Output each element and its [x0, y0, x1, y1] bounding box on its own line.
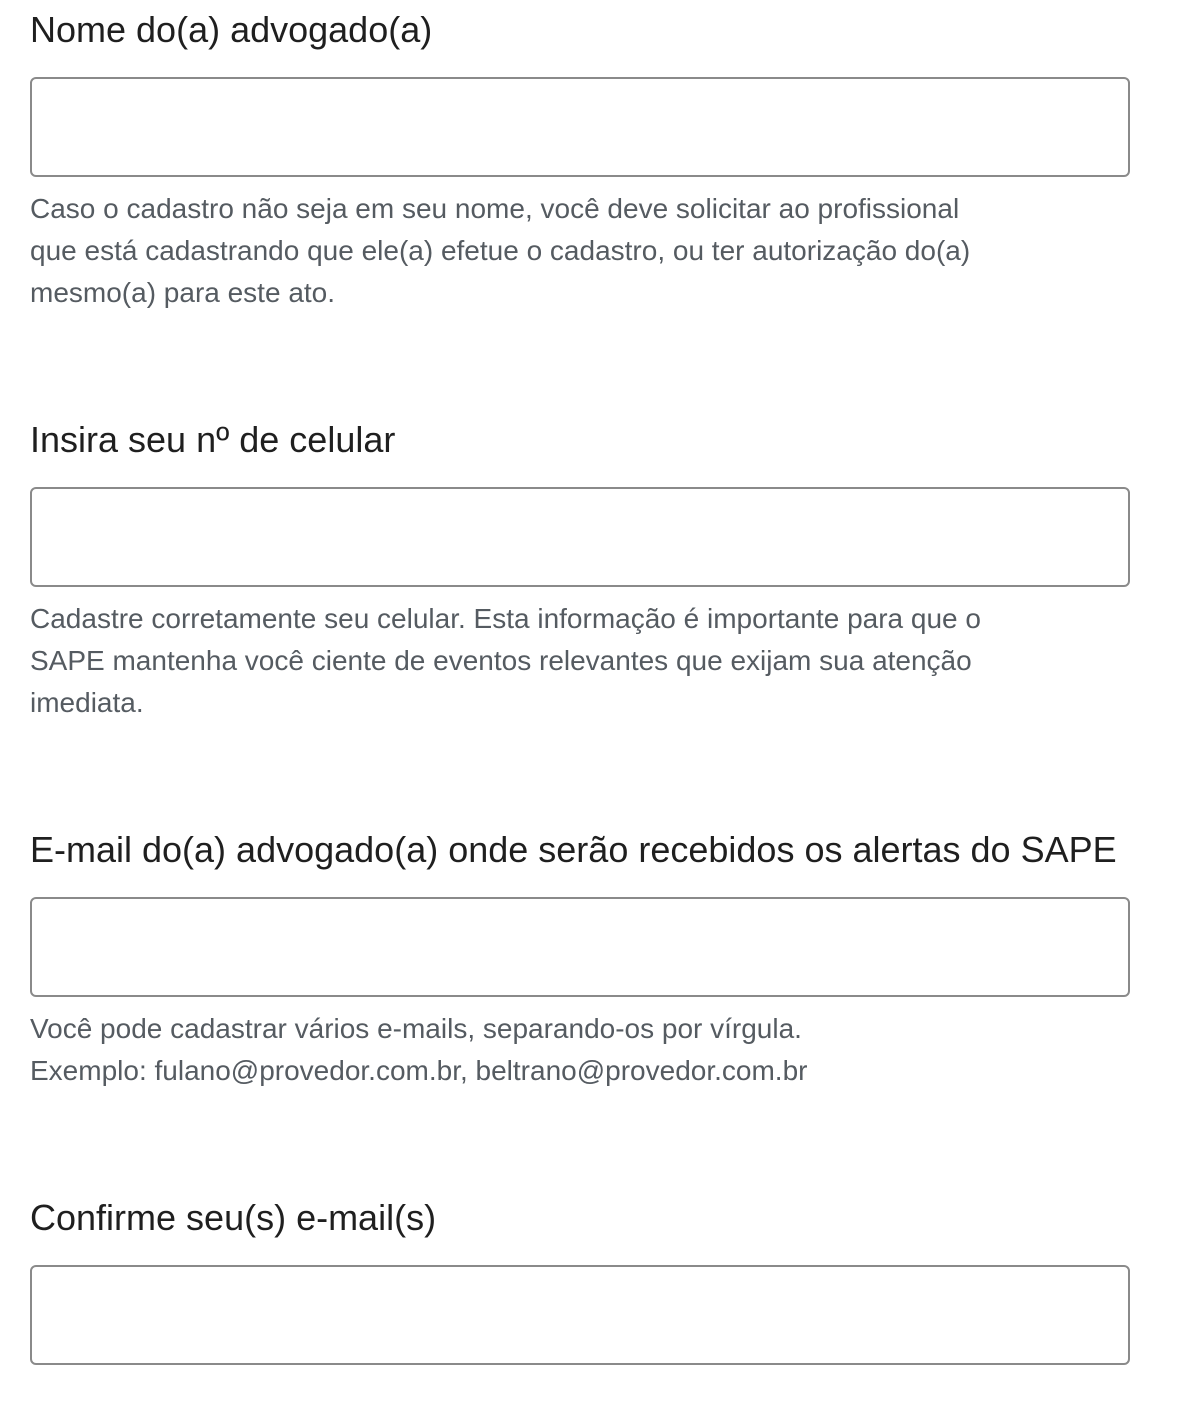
- mobile-number-help-line: SAPE mantenha você ciente de eventos relevantes que exijam sua atenção: [30, 645, 972, 676]
- lawyer-name-help-line: mesmo(a) para este ato.: [30, 277, 336, 308]
- lawyer-name-help-line: Caso o cadastro não seja em seu nome, você deve solicitar ao profissional: [30, 193, 960, 224]
- lawyer-name-field-group: [30, 0, 1180, 308]
- mobile-number-help-line: Cadastre corretamente seu celular. Esta informação é importante para que o: [30, 603, 981, 634]
- confirm-email-input[interactable]: [30, 1265, 1130, 1365]
- mobile-number-help-line: imediata.: [30, 687, 144, 718]
- alert-email-label: E-mail do(a) advogado(a) onde serão recebidos os alertas do SAPE: [30, 829, 1117, 870]
- lawyer-name-help-text: [30, 188, 1170, 314]
- alert-email-help-line: Você pode cadastrar vários e-mails, separando-os por vírgula.: [30, 1013, 802, 1044]
- lawyer-name-input[interactable]: [30, 77, 1130, 177]
- mobile-number-help-text: [30, 598, 1170, 724]
- mobile-number-input[interactable]: [30, 487, 1130, 587]
- alert-email-field-group: [30, 820, 1180, 1086]
- mobile-number-field-group: [30, 410, 1180, 718]
- confirm-email-label: Confirme seu(s) e-mail(s): [30, 1197, 437, 1238]
- lawyer-name-label: Nome do(a) advogado(a): [30, 9, 433, 50]
- alert-email-input[interactable]: [30, 897, 1130, 997]
- mobile-number-label: Insira seu nº de celular: [30, 419, 396, 460]
- lawyer-name-help-line: que está cadastrando que ele(a) efetue o cadastro, ou ter autorização do(a): [30, 235, 971, 266]
- alert-email-help-line: Exemplo: fulano@provedor.com.br, beltrano@provedor.com.br: [30, 1055, 808, 1086]
- alert-email-help-text: [30, 1008, 1170, 1092]
- confirm-email-field-group: [30, 1188, 1180, 1248]
